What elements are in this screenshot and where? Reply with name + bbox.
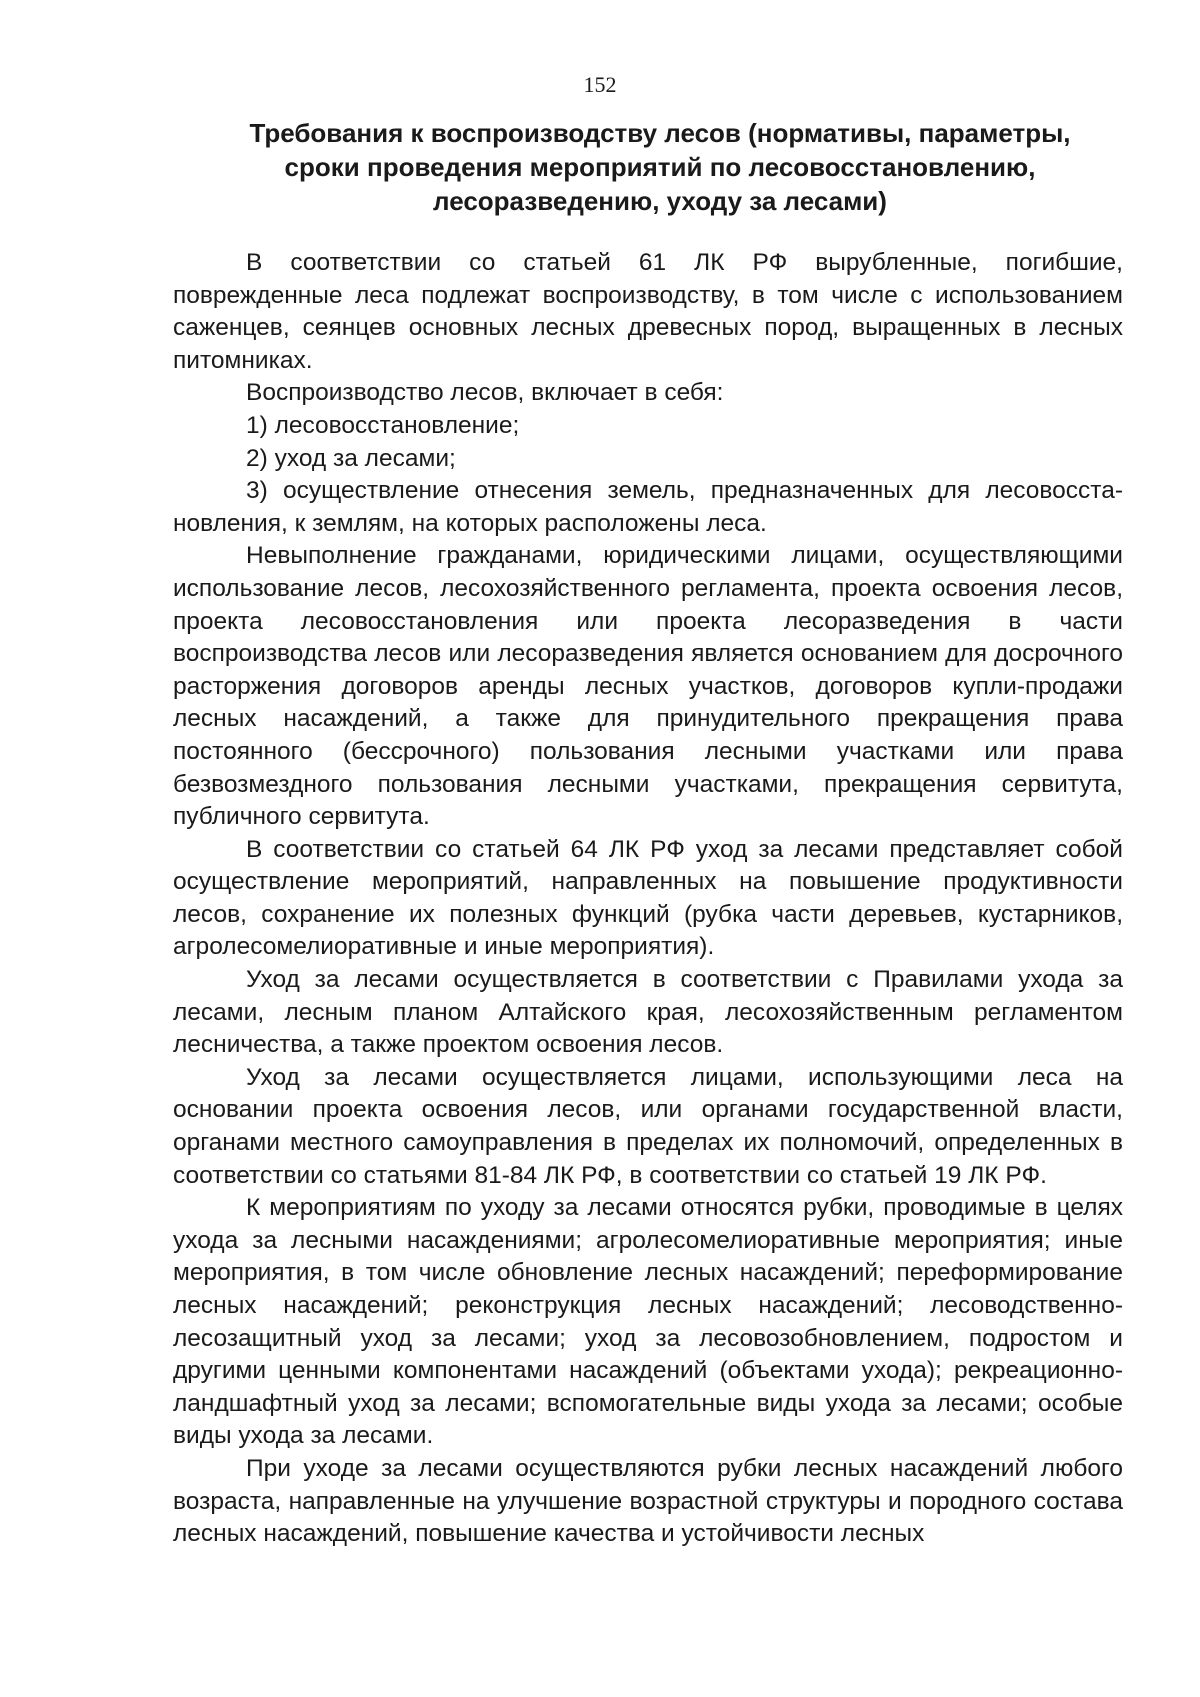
- page-number: 152: [583, 72, 617, 97]
- paragraph: К мероприятиям по уходу за лесами относятся рубки, проводимые в целях ухода за лесными насаждениями; агролесомелиоративные мероприятия; иные мероприятия, в том числе обновление лесных насаждений; переформирование лесных насаждений; реконструкция лесных насаждений; лесоводственно-лесозащитный уход за лесами; уход за лесовозобновлением, подростом и другими ценными компонентами насаждений (объектами ухода); рекреационно-ландшафтный уход за лесами; вспомогательные виды ухода за лесами; особые виды ухода за лесами.: [173, 1194, 1123, 1450]
- list-item: 3) осуществление отнесения земель, предназначенных для лесовосстановления, к землям, на которых расположены леса.: [173, 477, 1123, 537]
- section-heading: [200, 116, 1120, 218]
- heading-line: Требования к воспроизводству лесов (нормативы, параметры,: [249, 118, 1071, 148]
- paragraph: В соответствии со статьей 64 ЛК РФ уход за лесами представляет собой осуществление мероприятий, направленных на повышение продуктивности лесов, сохранение их полезных функций (рубка части деревьев, кустарников, агролесомелиоративные и иные мероприятия).: [173, 835, 1123, 961]
- body-text: [173, 247, 1123, 1551]
- heading-line: лесоразведению, уходу за лесами): [433, 186, 887, 216]
- paragraph-list-lead: Воспроизводство лесов, включает в себя:: [246, 379, 724, 407]
- paragraph-intro: В соответствии со статьей 61 ЛК РФ вырубленные, погибшие, поврежденные леса подлежат воспроизводству, в том числе с использованием саженцев, сеянцев основных лесных древесных пород, выращенных в лесных питомниках.: [173, 249, 1123, 374]
- paragraph: Уход за лесами осуществляется лицами, использующими леса на основании проекта освоения лесов, или органами государственной власти, органами местного самоуправления в пределах их полномочий, определенных в соответствии со статьями 81-84 ЛК РФ, в соответствии со статьей 19 ЛК РФ.: [173, 1063, 1123, 1189]
- paragraph: Невыполнение гражданами, юридическими лицами, осуществляющими использование лесов, лесохозяйственного регламента, проекта освоения лесов, проекта лесовосстановления или проекта лесоразведения в части воспроизводства лесов или лесоразведения является основанием для досрочного расторжения договоров аренды лесных участков, договоров купли-продажи лесных насаждений, а также для принудительного прекращения права постоянного (бессрочного) пользования лесными участками или права безвозмездного пользования лесными участками, прекращения сервитута, публичного сервитута.: [173, 542, 1123, 831]
- paragraph: Уход за лесами осуществляется в соответствии с Правилами ухода за лесами, лесным планом Алтайского края, лесохозяйственным регламентом лесничества, а также проектом освоения лесов.: [173, 966, 1123, 1059]
- list-item: 1) лесовосстановление;: [246, 411, 520, 439]
- list-item: 2) уход за лесами;: [246, 444, 456, 472]
- heading-line: сроки проведения мероприятий по лесовосстановлению,: [284, 152, 1036, 182]
- paragraph-continued: При уходе за лесами осуществляются рубки лесных насаждений любого возраста, направленные на улучшение возрастной структуры и породного состава лесных насаждений, повышение качества и устойчивости лесных: [173, 1454, 1123, 1548]
